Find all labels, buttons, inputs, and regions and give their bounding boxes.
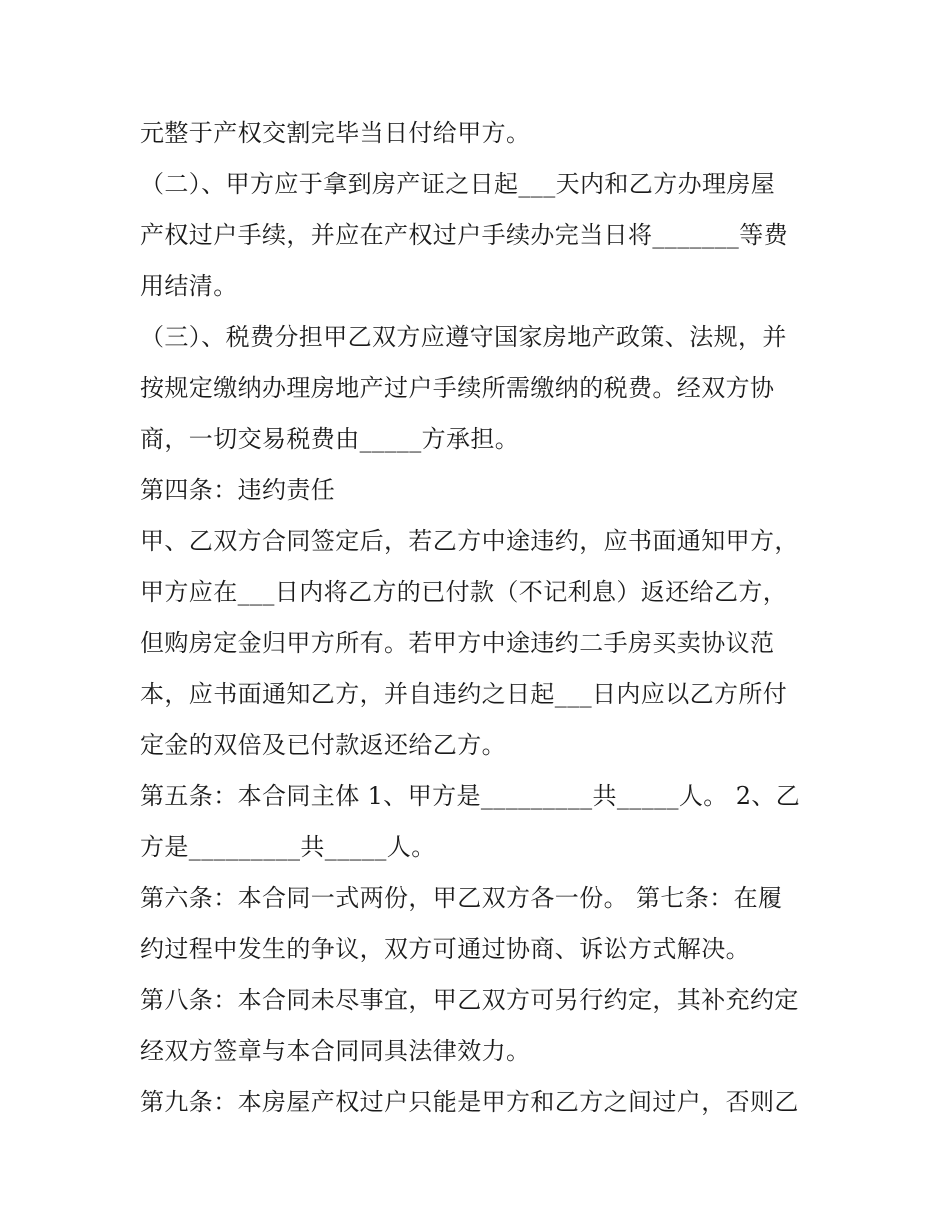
text-line: 用结清。 <box>140 272 238 300</box>
text-line: 产权过户手续，并应在产权过户手续办完当日将_______等费 <box>140 221 788 249</box>
section-heading: 第四条：违约责任 <box>140 476 336 504</box>
text-line: 但购房定金归甲方所有。若甲方中途违约二手房买卖协议范 <box>140 629 775 657</box>
text-line: 本，应书面通知乙方，并自违约之日起___日内应以乙方所付 <box>140 680 788 708</box>
text-line: 方是_________共_____人。 <box>140 833 436 861</box>
text-line: 第八条：本合同未尽事宜，甲乙双方可另行约定，其补充约定 <box>140 986 799 1014</box>
text-line: 甲、乙双方合同签定后，若乙方中途违约，应书面通知甲方， <box>140 527 799 555</box>
text-line: 按规定缴纳办理房地产过户手续所需缴纳的税费。经双方协 <box>140 374 775 402</box>
document-page <box>140 108 820 1128</box>
text-line: 经双方签章与本合同同具法律效力。 <box>140 1037 531 1065</box>
text-line: 第五条：本合同主体 1、甲方是_________共_____人。 2、乙 <box>140 782 801 810</box>
text-line: 第六条：本合同一式两份，甲乙双方各一份。 第七条：在履 <box>140 884 783 912</box>
text-line: 定金的双倍及已付款返还给乙方。 <box>140 731 506 759</box>
text-line: （三）、税费分担甲乙双方应遵守国家房地产政策、法规，并 <box>140 323 787 351</box>
text-line: （二）、甲方应于拿到房产证之日起___天内和乙方办理房屋 <box>140 170 776 198</box>
text-line: 甲方应在___日内将乙方的已付款（不记利息）返还给乙方， <box>140 578 788 606</box>
text-line: 第九条：本房屋产权过户只能是甲方和乙方之间过户，否则乙 <box>140 1088 799 1116</box>
text-line: 约过程中发生的争议，双方可通过协商、诉讼方式解决。 <box>140 935 750 963</box>
text-line: 元整于产权交割完毕当日付给甲方。 <box>140 119 531 147</box>
text-line: 商，一切交易税费由_____方承担。 <box>140 425 520 453</box>
